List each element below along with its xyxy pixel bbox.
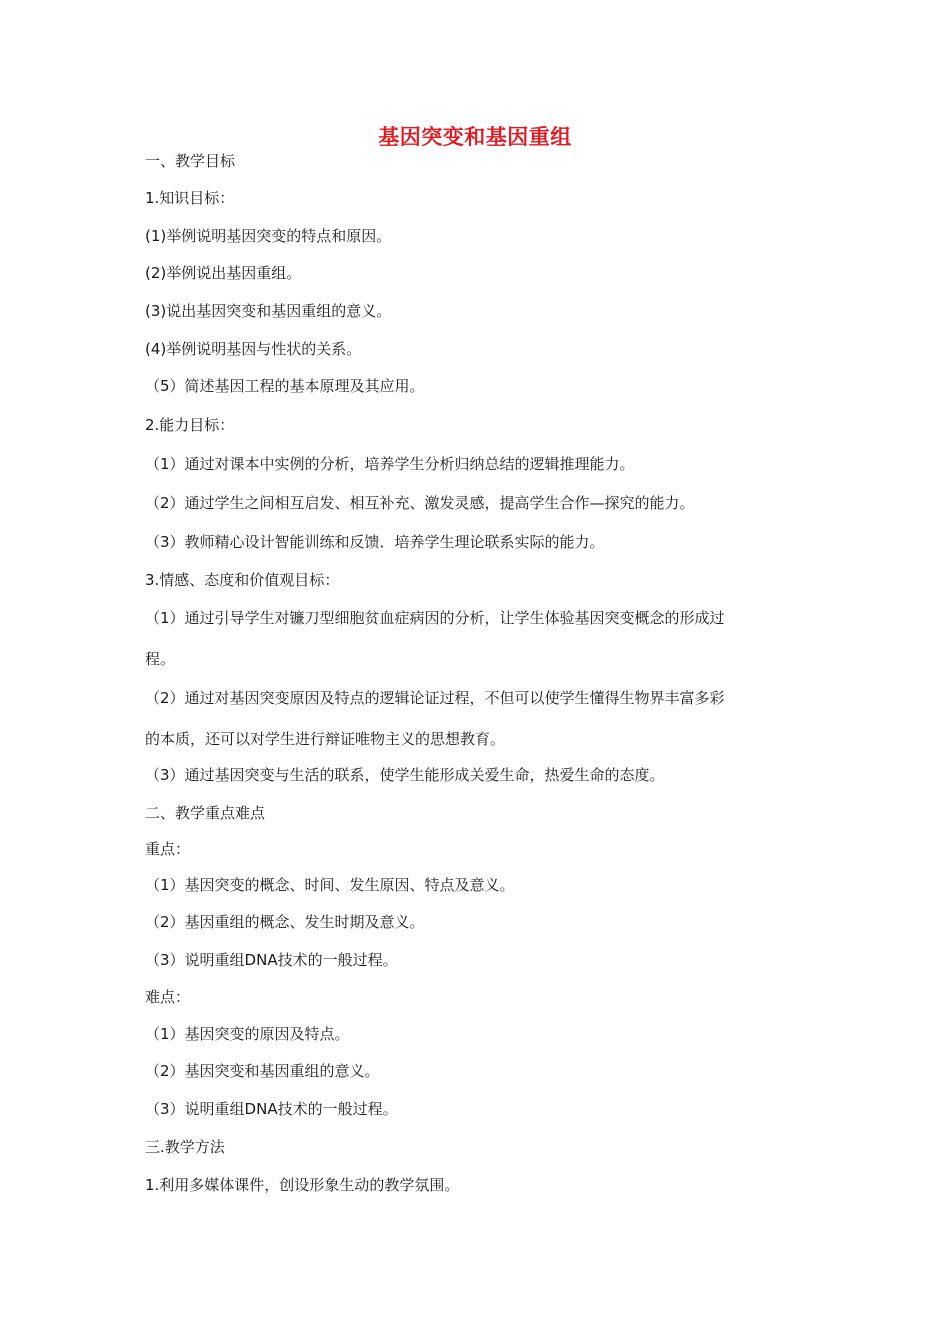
paragraph-line: （1）基因突变的概念、时间、发生原因、特点及意义。: [145, 876, 515, 894]
paragraph-line: （3）说明重组DNA技术的一般过程。: [145, 1100, 398, 1118]
subheading-knowledge-objectives: 1.知识目标：: [145, 189, 235, 207]
paragraph-line: （2）通过学生之间相互启发、相互补充、激发灵感，提高学生合作—探究的能力。: [145, 494, 695, 512]
paragraph-line: （2）通过对基因突变原因及特点的逻辑论证过程，不但可以使学生懂得生物界丰富多彩: [145, 689, 725, 707]
section-heading-teaching-methods: 三.教学方法: [145, 1138, 225, 1156]
paragraph-line: 的本质，还可以对学生进行辩证唯物主义的思想教育。: [145, 730, 506, 748]
subheading-difficulties: 难点：: [145, 988, 191, 1006]
paragraph-line: （3）教师精心设计智能训练和反馈．培养学生理论联系实际的能力。: [145, 533, 605, 551]
paragraph-line: （2）基因重组的概念、发生时期及意义。: [145, 913, 425, 931]
paragraph-line: (3)说出基因突变和基因重组的意义。: [145, 302, 392, 320]
subheading-key-points: 重点：: [145, 840, 191, 858]
paragraph-line: （2）基因突变和基因重组的意义。: [145, 1062, 380, 1080]
paragraph-line: （5）简述基因工程的基本原理及其应用。: [145, 377, 425, 395]
section-heading-teaching-objectives: 一、教学目标: [145, 152, 236, 170]
paragraph-line: 1.利用多媒体课件，创设形象生动的教学氛围。: [145, 1176, 460, 1194]
paragraph-line: （3）通过基因突变与生活的联系，使学生能形成关爱生命，热爱生命的态度。: [145, 766, 665, 784]
paragraph-line: (4)举例说明基因与性状的关系。: [145, 340, 362, 358]
paragraph-line: （3）说明重组DNA技术的一般过程。: [145, 951, 398, 969]
subheading-ability-objectives: 2.能力目标：: [145, 416, 235, 434]
section-heading-key-points: 二、教学重点难点: [145, 804, 266, 822]
subheading-emotion-objectives: 3.情感、态度和价值观目标：: [145, 571, 340, 589]
paragraph-line: 程。: [145, 650, 176, 668]
paragraph-line: （1）基因突变的原因及特点。: [145, 1025, 350, 1043]
document-title: 基因突变和基因重组: [378, 125, 572, 149]
paragraph-line: (1)举例说明基因突变的特点和原因。: [145, 227, 392, 245]
paragraph-line: （1）通过引导学生对镰刀型细胞贫血症病因的分析，让学生体验基因突变概念的形成过: [145, 609, 725, 627]
paragraph-line: (2)举例说出基因重组。: [145, 264, 302, 282]
paragraph-line: （1）通过对课本中实例的分析，培养学生分析归纳总结的逻辑推理能力。: [145, 455, 635, 473]
